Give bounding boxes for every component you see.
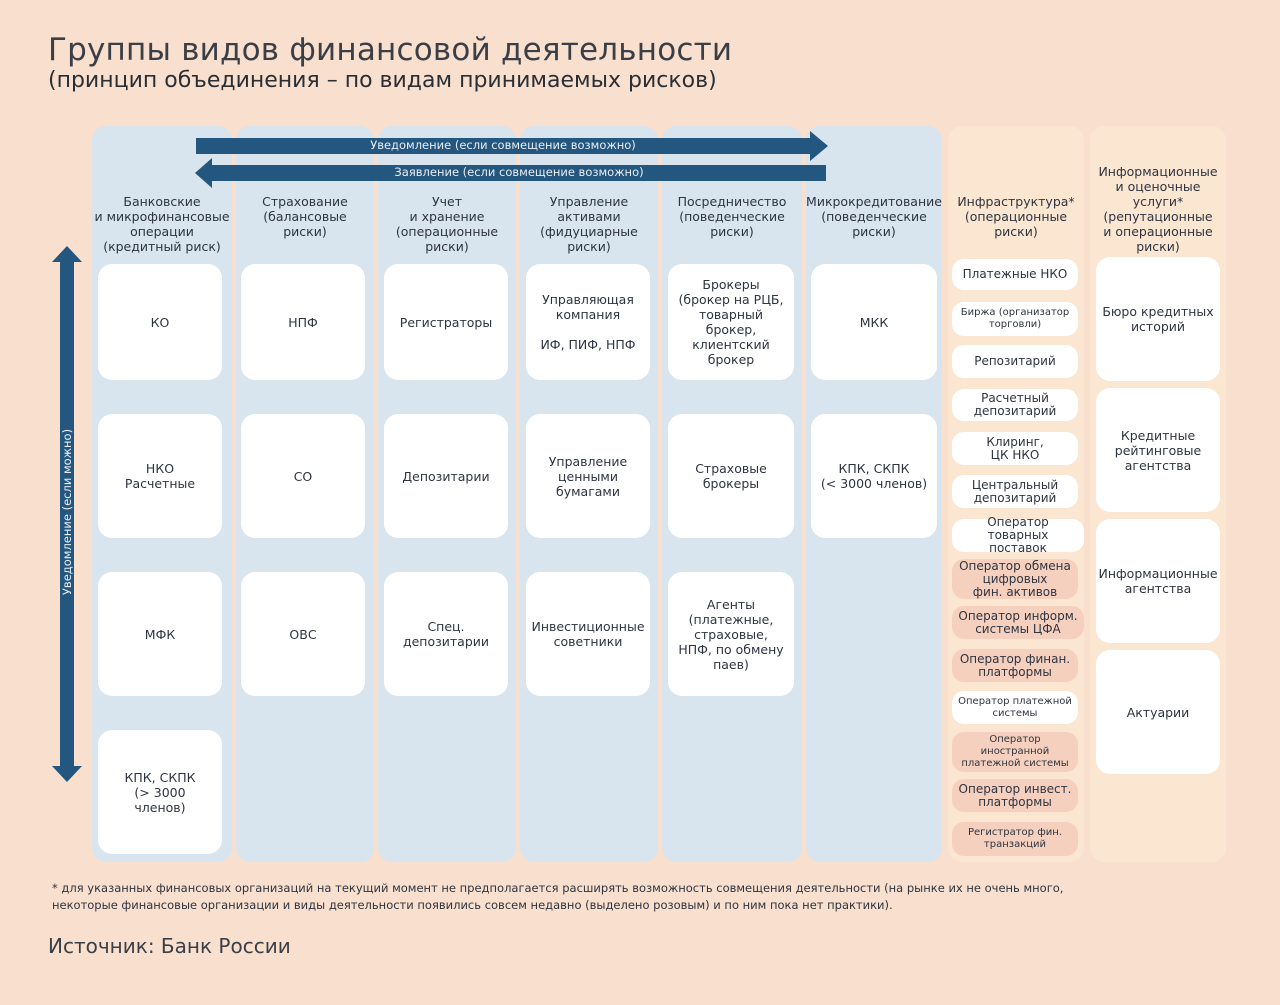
card-ko: КО [98,264,222,380]
card-agents: Агенты (платежные, страховые, НПФ, по обмену паев) [668,572,794,696]
card-depositories: Депозитарии [384,414,508,538]
infra-item: Оператор товарных поставок [952,519,1084,552]
card-so: СО [241,414,365,538]
card-information-agencies: Информационные агентства [1096,519,1220,643]
card-securities-management: Управление ценными бумагами [526,414,650,538]
column-header: Информационные и оценочные услуги* (репутационные и операционные риски) [1098,164,1218,254]
infra-item: Оператор платежной системы [952,691,1078,724]
card-actuaries: Актуарии [1096,650,1220,774]
card-mfk: МФК [98,572,222,696]
infra-item: Центральный депозитарий [952,475,1078,508]
card-kpk-small: КПК, СКПК (< 3000 членов) [811,414,937,538]
infra-item: Биржа (организатор торговли) [952,302,1078,336]
infra-item: Клиринг, ЦК НКО [952,432,1078,465]
card-registrars: Регистраторы [384,264,508,380]
page-subtitle: (принцип объединения – по видам принимаемых рисков) [48,68,717,93]
infra-item-new: Оператор иностранной платежной системы [952,732,1078,772]
infra-item-new: Оператор финан. платформы [952,649,1078,682]
infra-item-new: Оператор инвест. платформы [952,779,1078,812]
card-insurance-brokers: Страховые брокеры [668,414,794,538]
application-arrow-label: Заявление (если совмещение возможно) [394,165,644,179]
card-mkk: МКК [811,264,937,380]
card-brokers: Брокеры (брокер на РЦБ, товарный брокер, клиентский брокер [668,264,794,380]
infra-item-new: Оператор обмена цифровых фин. активов [952,559,1078,599]
column-header: Посредничество (поведенческие риски) [677,194,787,239]
card-ovs: ОВС [241,572,365,696]
card-credit-bureaus: Бюро кредитных историй [1096,257,1220,381]
vertical-arrow-label: Уведомление (если можно) [60,428,74,596]
page-title: Группы видов финансовой деятельности [48,32,733,68]
card-rating-agencies: Кредитные рейтинговые агентства [1096,388,1220,512]
column-header: Банковские и микрофинансовые операции (кредитный риск) [94,194,230,254]
infra-item: Платежные НКО [952,259,1078,290]
column-header: Управление активами (фидуциарные риски) [540,194,638,254]
column-header: Микрокредитование (поведенческие риски) [806,194,942,239]
card-nko-settlement: НКО Расчетные [98,414,222,538]
source-label: Источник: Банк России [48,934,291,958]
card-management-company: Управляющая компания ИФ, ПИФ, НПФ [526,264,650,380]
card-investment-advisers: Инвестиционные советники [526,572,650,696]
footnote: * для указанных финансовых организаций на текущий момент не предполагается расширять возможность совмещения деятельности (на рынке их не очень много, некоторые финансовые организации и виды деятельности появились совсем недавно (выделено розовым) и по ним пока нет практики). [52,881,1064,912]
infra-item-new: Оператор информ. системы ЦФА [952,606,1084,639]
card-kpk-large: КПК, СКПК (> 3000 членов) [98,730,222,854]
column-header: Учет и хранение (операционные риски) [395,194,499,254]
infra-item-new: Регистратор фин. транзакций [952,822,1078,856]
notification-arrow-label: Уведомление (если совмещение возможно) [370,138,636,152]
column-header: Страхование (балансовые риски) [262,194,348,239]
infra-item: Репозитарий [952,345,1078,378]
card-npf: НПФ [241,264,365,380]
infra-item: Расчетный депозитарий [952,389,1078,421]
column-header: Инфраструктура* (операционные риски) [957,194,1075,239]
card-special-depositories: Спец. депозитарии [384,572,508,696]
